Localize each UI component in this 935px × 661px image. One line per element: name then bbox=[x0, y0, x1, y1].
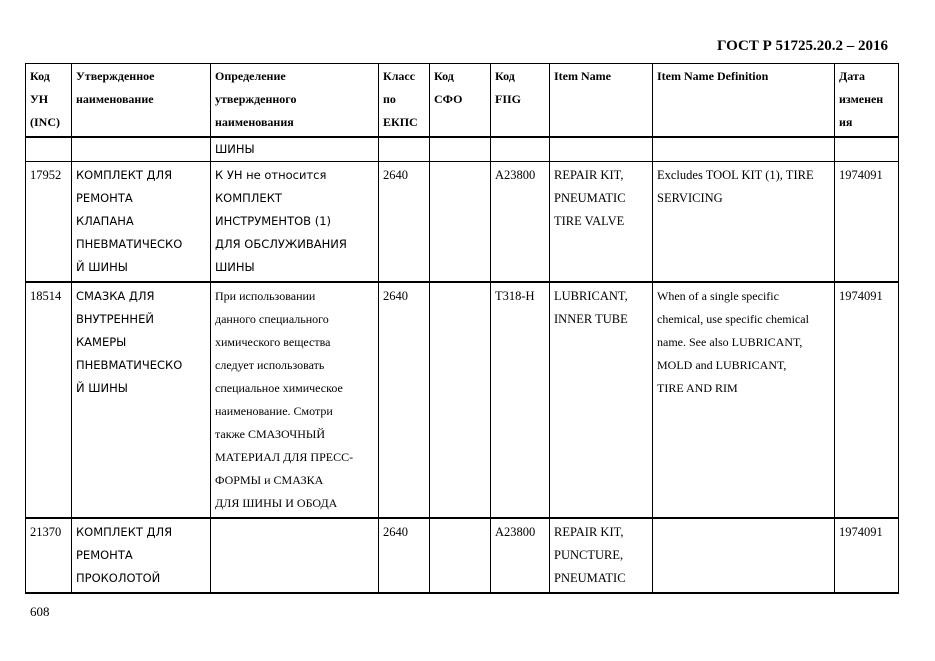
cell-line: ФОРМЫ и СМАЗКА bbox=[215, 473, 324, 487]
code-cell: 21370 bbox=[26, 518, 72, 593]
cell-line: наименования bbox=[215, 115, 294, 129]
definition-cell bbox=[211, 518, 379, 593]
column-header-item-name-definition bbox=[653, 64, 835, 138]
cell-line: утвержденного bbox=[215, 92, 297, 106]
item-name-definition-cell bbox=[653, 282, 835, 518]
change-date-cell: 1974091 bbox=[835, 162, 899, 283]
cell-line: PNEUMATIC bbox=[554, 571, 626, 585]
column-header-code bbox=[26, 64, 72, 138]
cell-line: Excludes TOOL KIT (1), TIRE bbox=[657, 168, 814, 182]
cell-line: МАТЕРИАЛ ДЛЯ ПРЕСС- bbox=[215, 450, 354, 464]
cell-line: name. See also LUBRICANT, bbox=[657, 335, 803, 349]
cell-line: ДЛЯ ОБСЛУЖИВАНИЯ bbox=[215, 237, 347, 251]
cell-line: ИНСТРУМЕНТОВ (1) bbox=[215, 214, 331, 228]
cell-line: КАМЕРЫ bbox=[76, 335, 127, 349]
class-cell: 2640 bbox=[379, 518, 430, 593]
item-name-definition-cell bbox=[653, 162, 835, 283]
cell-line: СФО bbox=[434, 92, 463, 106]
table-row-continuation bbox=[26, 137, 899, 162]
cell-line: Утвержденное bbox=[76, 69, 155, 83]
item-name-definition-cell bbox=[653, 518, 835, 593]
change-date-cell: 1974091 bbox=[835, 282, 899, 518]
cell-line: Item Name bbox=[554, 69, 611, 83]
table-header-row bbox=[26, 64, 899, 138]
table-row bbox=[26, 162, 899, 283]
cell-line: TIRE AND RIM bbox=[657, 381, 738, 395]
definition-cell bbox=[211, 162, 379, 283]
document-standard-header: ГОСТ Р 51725.20.2 – 2016 bbox=[716, 38, 888, 54]
item-name-cell bbox=[550, 282, 653, 518]
approved-name-cell bbox=[72, 162, 211, 283]
column-header-change-date bbox=[835, 64, 899, 138]
cell-line: данного специального bbox=[215, 312, 329, 326]
cell-line: When of a single specific bbox=[657, 289, 779, 303]
sfo-cell bbox=[430, 282, 491, 518]
cell-line: КОМПЛЕКТ bbox=[215, 191, 282, 205]
cell-line: КЛАПАНА bbox=[76, 214, 134, 228]
approved-name-cell bbox=[72, 282, 211, 518]
cell-line: химического вещества bbox=[215, 335, 331, 349]
cell-line: Код bbox=[495, 69, 515, 83]
cell-line: FIIG bbox=[495, 92, 522, 106]
cell-line: специальное химическое bbox=[215, 381, 343, 395]
cell-line: ВНУТРЕННЕЙ bbox=[76, 312, 154, 326]
cell-line: SERVICING bbox=[657, 191, 723, 205]
definition-cell bbox=[211, 282, 379, 518]
items-table bbox=[25, 63, 899, 594]
cell-line: TIRE VALVE bbox=[554, 214, 625, 228]
page-number: 608 bbox=[30, 604, 50, 619]
definition-cell: ШИНЫ bbox=[211, 137, 379, 162]
cell-line: РЕМОНТА bbox=[76, 548, 133, 562]
cell-line: следует использовать bbox=[215, 358, 325, 372]
cell-line: ПНЕВМАТИЧЕСКО bbox=[76, 237, 183, 251]
cell-line: ПРОКОЛОТОЙ bbox=[76, 571, 161, 585]
change-date-cell: 1974091 bbox=[835, 518, 899, 593]
cell-line: Код bbox=[30, 69, 50, 83]
cell-line: (INC) bbox=[30, 115, 60, 129]
column-header-sfo bbox=[430, 64, 491, 138]
cell-line: ия bbox=[839, 115, 853, 129]
cell-line: MOLD and LUBRICANT, bbox=[657, 358, 787, 372]
cell-line: chemical, use specific chemical bbox=[657, 312, 809, 326]
code-cell: 18514 bbox=[26, 282, 72, 518]
cell-line: К УН не относится bbox=[215, 168, 327, 182]
fiig-cell: A23800 bbox=[491, 518, 550, 593]
class-cell: 2640 bbox=[379, 162, 430, 283]
cell-line: ШИНЫ bbox=[215, 260, 255, 274]
cell-line: REPAIR KIT, bbox=[554, 525, 624, 539]
item-name-cell bbox=[550, 518, 653, 593]
column-header-approved-name bbox=[72, 64, 211, 138]
cell-line: Класс bbox=[383, 69, 416, 83]
cell-line: PUNCTURE, bbox=[554, 548, 624, 562]
table-row bbox=[26, 282, 899, 518]
cell-line: РЕМОНТА bbox=[76, 191, 133, 205]
column-header-class bbox=[379, 64, 430, 138]
cell-line: Дата bbox=[839, 69, 865, 83]
cell-line: INNER TUBE bbox=[554, 312, 628, 326]
cell-line: УН bbox=[30, 92, 49, 106]
sfo-cell bbox=[430, 518, 491, 593]
class-cell: 2640 bbox=[379, 282, 430, 518]
cell-line: также СМАЗОЧНЫЙ bbox=[215, 427, 326, 441]
column-header-fiig bbox=[491, 64, 550, 138]
cell-line: Item Name Definition bbox=[657, 69, 769, 83]
column-header-definition bbox=[211, 64, 379, 138]
sfo-cell bbox=[430, 162, 491, 283]
table-row bbox=[26, 518, 899, 593]
cell-line: LUBRICANT, bbox=[554, 289, 628, 303]
cell-line: REPAIR KIT, bbox=[554, 168, 624, 182]
cell-line: ЕКПС bbox=[383, 115, 418, 129]
cell-line: Й ШИНЫ bbox=[76, 260, 128, 274]
cell-line: При использовании bbox=[215, 289, 316, 303]
cell-line: изменен bbox=[839, 92, 884, 106]
column-header-item-name bbox=[550, 64, 653, 138]
cell-line: Код bbox=[434, 69, 454, 83]
cell-line: по bbox=[383, 92, 396, 106]
code-cell: 17952 bbox=[26, 162, 72, 283]
fiig-cell: A23800 bbox=[491, 162, 550, 283]
cell-line: КОМПЛЕКТ ДЛЯ bbox=[76, 525, 173, 539]
approved-name-cell bbox=[72, 518, 211, 593]
cell-line: Определение bbox=[215, 69, 286, 83]
fiig-cell: T318-H bbox=[491, 282, 550, 518]
cell-line: наименование. Смотри bbox=[215, 404, 333, 418]
cell-line: ПНЕВМАТИЧЕСКО bbox=[76, 358, 183, 372]
cell-line: КОМПЛЕКТ ДЛЯ bbox=[76, 168, 173, 182]
cell-line: Й ШИНЫ bbox=[76, 381, 128, 395]
item-name-cell bbox=[550, 162, 653, 283]
cell-line: ДЛЯ ШИНЫ И ОБОДА bbox=[215, 496, 338, 510]
cell-line: PNEUMATIC bbox=[554, 191, 626, 205]
cell-line: СМАЗКА ДЛЯ bbox=[76, 289, 155, 303]
cell-line: наименование bbox=[76, 92, 154, 106]
